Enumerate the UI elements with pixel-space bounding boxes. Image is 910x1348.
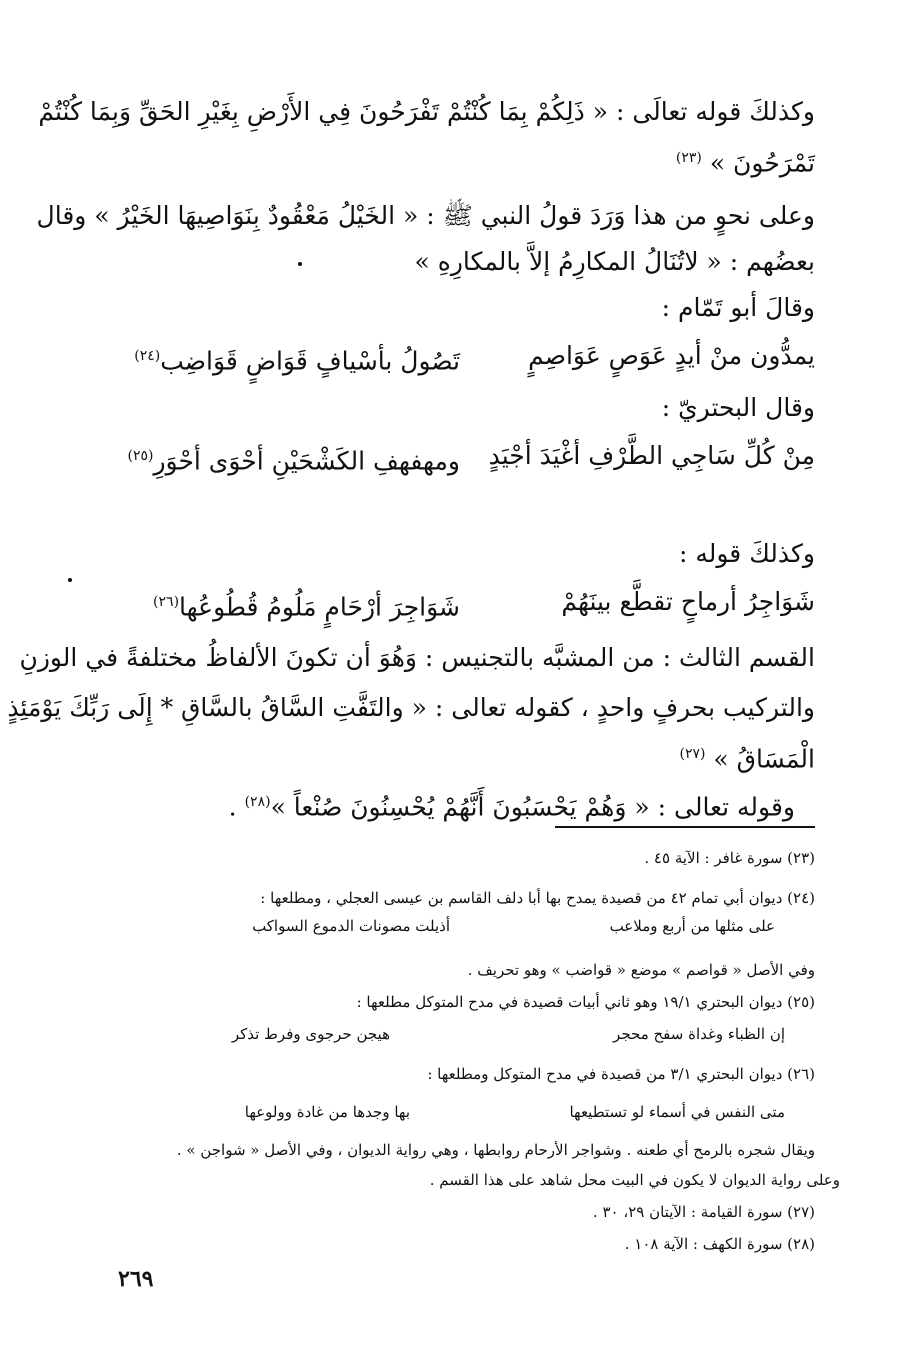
text-fragment: وقوله تعالى : « وَهُمْ يَحْسَبُونَ أَنَّهُمْ يُحْسِنُونَ صُنْعاً » xyxy=(270,792,795,822)
footnote-ref: (٢٨) xyxy=(244,794,271,810)
verse-3-hemistich-b xyxy=(153,584,460,625)
text-fragment: تَمْرَحُونَ » xyxy=(709,148,815,178)
footnote-verse-a: على مثلها من أربع وملاعب xyxy=(609,917,775,935)
verse-2-hemistich-b xyxy=(127,438,460,479)
text-line-7: وكذلكَ قوله : xyxy=(679,539,815,568)
footnote-verse-a: متى النفس في أسماء لو تستطيعها xyxy=(569,1103,785,1121)
footnote-24-note: وفي الأصل « قواصم » موضع « قواضب » وهو تحريف . xyxy=(467,961,815,979)
text-line-2 xyxy=(95,140,815,181)
footnote-verse-b: أذيلت مصونات الدموع السواكب xyxy=(252,917,450,935)
footnote-verse-b: هيجن حرجوى وفرط تذكر xyxy=(231,1025,390,1043)
footnote-ref: (٢٧) xyxy=(679,746,706,762)
text-line-1: وكذلكَ قوله تعالَى : « ذَلِكُمْ بِمَا كُنْتُمْ تَفْرَحُونَ فِي الأَرْضِ بِغَيْرِ الحَقِّ وَبِمَا كُنْتُمْ xyxy=(38,97,815,126)
footnote-ref: (٢٤) xyxy=(134,348,161,364)
text-line-3: وعلى نحوٍ من هذا وَرَدَ قولُ النبي ﷺ : « الخَيْلُ مَعْقُودٌ بِنَوَاصِيهَا الخَيْرُ » وقال xyxy=(36,201,815,230)
text-line-4: بعضُهم : « لاتُنَالُ المكارِمُ إلاَّ بالمكارِهِ » xyxy=(414,247,815,276)
footnote-verse-a: إن الظباء وغداة سفح محجر xyxy=(613,1025,785,1043)
footnote-26-note-2: وعلى رواية الديوان لا يكون في البيت محل شاهد على هذا القسم . xyxy=(429,1171,840,1189)
footnote-27: (٢٧) سورة القيامة : الآيتان ٢٩، ٣٠ . xyxy=(592,1203,815,1221)
text-fragment: الْمَسَاقُ » xyxy=(713,744,815,774)
footnote-23: (٢٣) سورة غافر : الآية ٤٥ . xyxy=(644,849,815,867)
text-line-6: وقال البحتريّ : xyxy=(661,393,815,422)
verse-text: ومهفهفِ الكَشْحَيْنِ أحْوَى أحْوَرِ xyxy=(153,446,460,476)
footnote-26: (٢٦) ديوان البحتري ٣/١ من قصيدة في مدح المتوكل ومطلعها : xyxy=(427,1065,815,1083)
page-number: ٢٦٩ xyxy=(118,1266,154,1292)
verse-2-hemistich-a: مِنْ كُلِّ سَاجِي الطَّرْفِ أغْيَدَ أجْيَدٍ xyxy=(488,441,815,470)
text-line-5: وقالَ أبو تَمّام : xyxy=(661,293,815,322)
text-line-11: وقوله تعالى : « وَهُمْ يَحْسَبُونَ أَنَّهُمْ يُحْسِنُونَ صُنْعاً »$^{(٢٨)}$ . xyxy=(228,792,795,822)
footnote-26-note: ويقال شجره بالرمح أي طعنه . وشواجر الأرحام روابطها ، وهي رواية الديوان ، وفي الأصل « شواجن » . xyxy=(176,1141,815,1159)
verse-text: شَوَاجِرَ أرْحَامٍ مَلُومُ قُطُوعُها xyxy=(179,592,460,622)
footnote-ref: (٢٥) xyxy=(127,448,154,464)
footnote-28: (٢٨) سورة الكهف : الآية ١٠٨ . xyxy=(624,1235,815,1253)
footnote-25: (٢٥) ديوان البحتري ١٩/١ وهو ثاني أبيات قصيدة في مدح المتوكل مطلعها : xyxy=(356,993,815,1011)
verse-text: تَصُولُ بأسْيافٍ قَوَاضٍ قَوَاضِب xyxy=(160,346,460,376)
footnote-24: (٢٤) ديوان أبي تمام ٤٢ من قصيدة يمدح بها أبا دلف القاسم بن عيسى العجلي ، ومطلعها : xyxy=(260,889,815,907)
verse-1-hemistich-a: يمدُّون منْ أيدٍ عَوَصٍ عَوَاصِمٍ xyxy=(528,341,815,370)
stray-mark xyxy=(298,262,302,266)
footnote-verse-b: بها وجدها من غادة وولوعها xyxy=(244,1103,410,1121)
text-line-9: والتركيب بحرفٍ واحدٍ ، كقوله تعالى : « والتَفَّتِ السَّاقُ بالسَّاقِ * إِلَى رَبِّكَ يَوْمَئِذٍ xyxy=(7,693,815,722)
footnote-ref: (٢٣) xyxy=(675,150,702,166)
text-line-10 xyxy=(95,736,815,777)
verse-3-hemistich-a: شَوَاجِرُ أرماحٍ تقطَّع بينَهُمْ xyxy=(561,587,815,616)
stray-mark xyxy=(68,578,72,582)
text-line-8: القسم الثالث : من المشبَّه بالتجنيس : وَهُوَ أن تكونَ الألفاظُ مختلفةً في الوزنِ xyxy=(19,643,815,672)
footnote-separator xyxy=(555,826,815,828)
footnote-ref: (٢٦) xyxy=(153,594,180,610)
verse-1-hemistich-b xyxy=(134,338,460,379)
